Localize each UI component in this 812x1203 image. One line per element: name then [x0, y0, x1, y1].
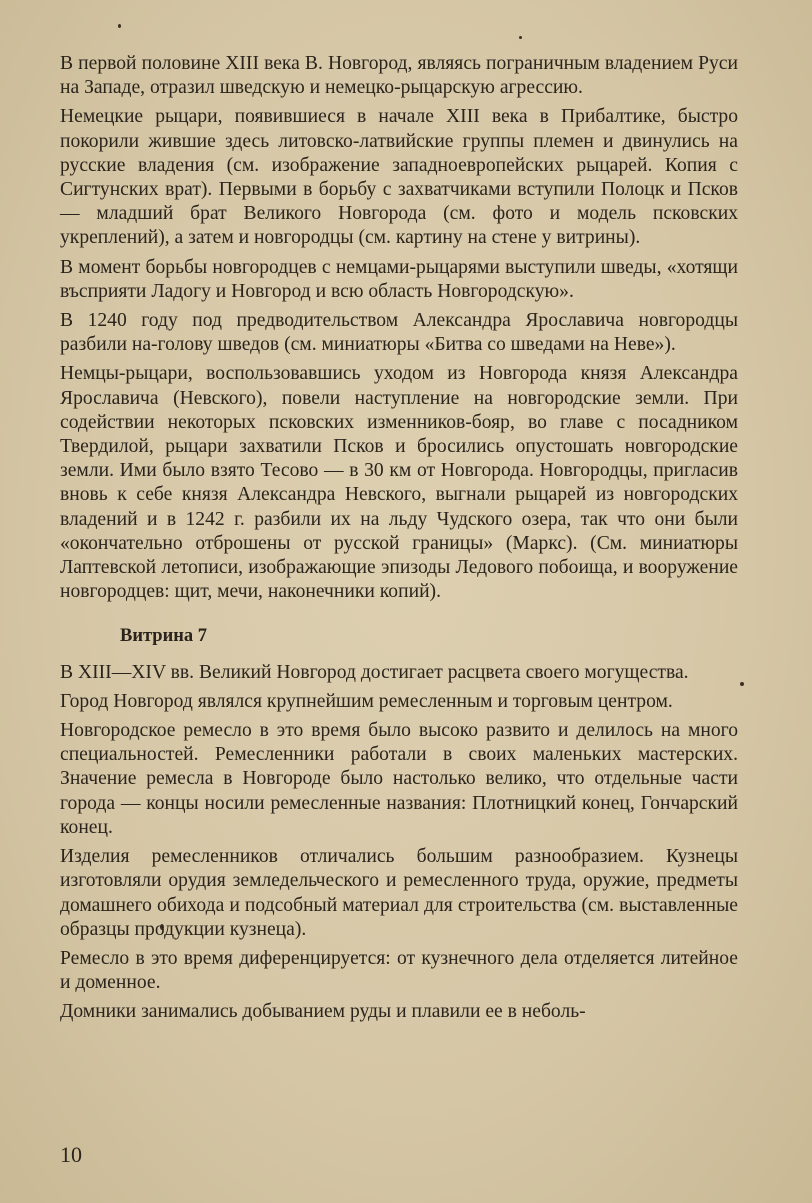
section-heading: Витрина 7	[120, 626, 208, 647]
page-number: 10	[60, 1142, 82, 1167]
paragraph: Немцы-рыцари, воспользовавшись уходом из Новгорода князя Александра Ярославича (Невского), повели наступление на новгородские земли. При содействии некоторых псковских изменников-бояр, во главе с посадником Твердилой, рыцари захватили Псков и бросились опустошать новгородские земли. Ими было взято Тесово — в 30 км от Новгорода. Новгородцы, пригласив вновь к себе князя Александра Невского, выгнали рыцарей из новгородских владений и в 1242 г. разбили их на льду Чудского озера, так что они были «окончательно отброшены от русской границы» (Маркс). (См. миниатюры Лаптевской летописи, изображающие эпизоды Ледового побоища, и вооружение новгородцев: щит, мечи, наконечники копий).	[60, 363, 738, 603]
paragraph: Немецкие рыцари, появившиеся в начале XIII века в Прибалтике, быстро покорили жившие здесь литовско-латвийские группы племен и двинулись на русские владения (см. изображение западноевропейских рыцарей. Копия с Сигтунских врат). Первыми в борьбу с захватчиками вступили Полоцк и Псков — младший брат Великого Новгорода (см. фото и модель псковских укреплений), а затем и новгородцы (см. картину на стене у витрины).	[60, 106, 738, 249]
paragraph: Изделия ремесленников отличались большим разнообразием. Кузнецы изготовляли орудия земледельческого и ремесленного труда, оружие, предметы домашнего обихода и подсобный материал для строительства (см. выставленные образцы продукции кузнеца).	[60, 846, 738, 940]
print-speck	[519, 36, 522, 39]
paragraph: Город Новгород являлся крупнейшим ремесленным и торговым центром.	[60, 690, 673, 712]
paragraph: В 1240 году под предводительством Александра Ярославича новгородцы разбили на-голову шведов (см. миниатюры «Битва со шведами на Неве»).	[60, 310, 738, 356]
paragraph: В момент борьбы новгородцев с немцами-рыцарями выступили шведы, «хотящи въсприяти Ладогу и Новгород и всю область Новгородскую».	[60, 256, 738, 302]
paragraph: Новгородское ремесло в это время было высоко развито и делилось на много специальностей. Ремесленники работали в своих маленьких мастерских. Значение ремесла в Новгороде было настолько велико, что отдельные части города — концы носили ремесленные названия: Плотницкий конец, Гончарский конец.	[60, 720, 738, 838]
print-speck	[118, 24, 121, 28]
paragraph: Ремесло в это время дифеpенцируется: от кузнечного дела отделяется литейное и доменное.	[60, 947, 738, 994]
paragraph: В первой половине XIII века В. Новгород, являясь пограничным владением Руси на Западе, отразил шведскую и немецко-рыцарскую агрессию.	[60, 53, 738, 99]
paragraph: Домники занимались добыванием руды и плавили ее в неболь-	[60, 1001, 586, 1023]
body-text	[60, 52, 738, 1030]
paragraph: В XIII—XIV вв. Великий Новгород достигает расцвета своего могущества.	[60, 661, 689, 683]
print-speck	[740, 682, 744, 686]
